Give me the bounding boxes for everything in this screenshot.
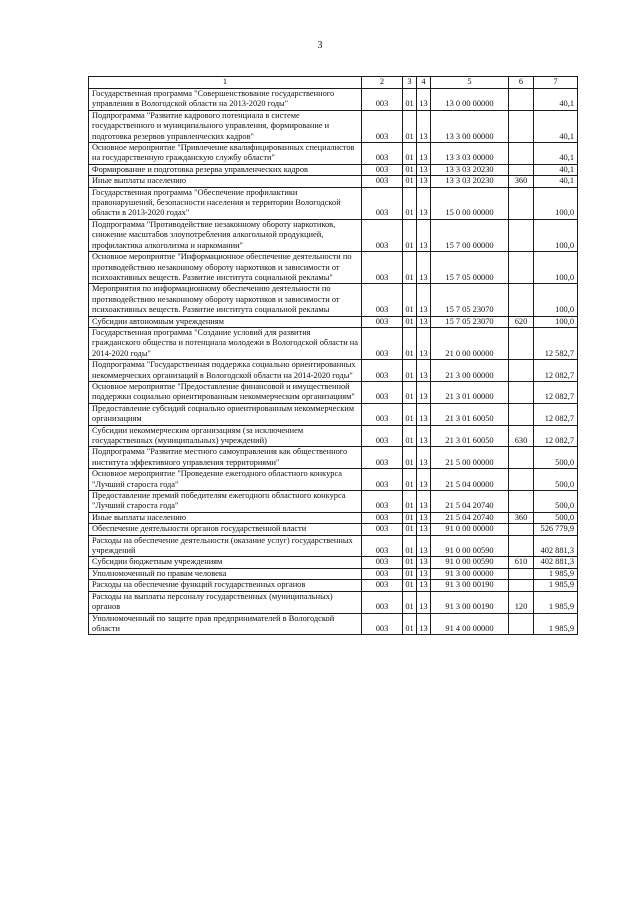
- table-row: [89, 219, 578, 251]
- row-expense-type-cell: [509, 613, 534, 635]
- table-row: [89, 381, 578, 403]
- table-row: [89, 89, 578, 111]
- row-amount-cell: 500,0: [534, 447, 578, 469]
- row-target-article-cell: 21 0 00 00000: [431, 327, 509, 359]
- row-section-cell: 01: [403, 491, 417, 513]
- table-row: [89, 535, 578, 557]
- row-section-cell: 01: [403, 187, 417, 219]
- row-section-cell: 01: [403, 176, 417, 187]
- row-subsection-cell: 13: [417, 613, 431, 635]
- table-row: [89, 591, 578, 613]
- table-row: [89, 580, 578, 591]
- row-grbs-cell: 003: [362, 613, 403, 635]
- row-section-cell: 01: [403, 143, 417, 165]
- row-expense-type-cell: 630: [509, 425, 534, 447]
- table-row: [89, 512, 578, 523]
- row-expense-type-cell: [509, 327, 534, 359]
- table-row: [89, 284, 578, 316]
- row-target-article-cell: 13 0 00 00000: [431, 89, 509, 111]
- row-subsection-cell: 13: [417, 524, 431, 535]
- row-name-cell: Мероприятия по информационному обеспечению деятельности по противодействию незаконному обороту наркотиков и зависимости от психоактивных веществ. Развитие института социальной рекламы: [89, 284, 362, 316]
- table-row: [89, 568, 578, 579]
- row-section-cell: 01: [403, 469, 417, 491]
- row-expense-type-cell: [509, 491, 534, 513]
- row-target-article-cell: 91 3 00 00190: [431, 580, 509, 591]
- row-expense-type-cell: 620: [509, 316, 534, 327]
- header-cell: 1: [89, 77, 362, 89]
- row-name-cell: Подпрограмма "Государственная поддержка социально ориентированных некоммерческих организаций в Вологодской области на 2014-2020 годы": [89, 360, 362, 382]
- row-target-article-cell: 91 4 00 00000: [431, 613, 509, 635]
- row-grbs-cell: 003: [362, 89, 403, 111]
- table-header-row: [89, 77, 578, 89]
- table-row: [89, 360, 578, 382]
- row-target-article-cell: 21 3 01 00000: [431, 381, 509, 403]
- row-target-article-cell: 15 7 05 00000: [431, 252, 509, 284]
- row-subsection-cell: 13: [417, 316, 431, 327]
- row-amount-cell: 12 082,7: [534, 425, 578, 447]
- table-body: [89, 77, 578, 635]
- row-grbs-cell: 003: [362, 252, 403, 284]
- row-expense-type-cell: 610: [509, 557, 534, 568]
- row-grbs-cell: 003: [362, 447, 403, 469]
- row-subsection-cell: 13: [417, 284, 431, 316]
- row-section-cell: 01: [403, 327, 417, 359]
- row-subsection-cell: 13: [417, 469, 431, 491]
- row-grbs-cell: 003: [362, 327, 403, 359]
- header-cell: 7: [534, 77, 578, 89]
- row-grbs-cell: 003: [362, 176, 403, 187]
- table-row: [89, 176, 578, 187]
- row-expense-type-cell: [509, 381, 534, 403]
- table-row: [89, 252, 578, 284]
- table-row: [89, 316, 578, 327]
- row-grbs-cell: 003: [362, 580, 403, 591]
- table-row: [89, 524, 578, 535]
- row-section-cell: 01: [403, 381, 417, 403]
- row-section-cell: 01: [403, 580, 417, 591]
- row-subsection-cell: 13: [417, 512, 431, 523]
- row-grbs-cell: 003: [362, 284, 403, 316]
- table-row: [89, 187, 578, 219]
- table-row: [89, 491, 578, 513]
- row-grbs-cell: 003: [362, 187, 403, 219]
- row-section-cell: 01: [403, 403, 417, 425]
- row-target-article-cell: 91 3 00 00190: [431, 591, 509, 613]
- row-expense-type-cell: [509, 403, 534, 425]
- row-amount-cell: 500,0: [534, 491, 578, 513]
- row-amount-cell: 100,0: [534, 187, 578, 219]
- row-amount-cell: 1 985,9: [534, 580, 578, 591]
- row-subsection-cell: 13: [417, 425, 431, 447]
- row-grbs-cell: 003: [362, 164, 403, 175]
- row-name-cell: Основное мероприятие "Проведение ежегодного областного конкурса "Лучший староста года": [89, 469, 362, 491]
- header-cell: 3: [403, 77, 417, 89]
- row-amount-cell: 1 985,9: [534, 591, 578, 613]
- row-expense-type-cell: [509, 284, 534, 316]
- header-cell: 5: [431, 77, 509, 89]
- row-section-cell: 01: [403, 557, 417, 568]
- row-expense-type-cell: [509, 524, 534, 535]
- row-section-cell: 01: [403, 252, 417, 284]
- row-section-cell: 01: [403, 591, 417, 613]
- row-name-cell: Субсидии некоммерческим организациям (за исключением государственных (муниципальных) учреждений): [89, 425, 362, 447]
- row-section-cell: 01: [403, 219, 417, 251]
- row-grbs-cell: 003: [362, 557, 403, 568]
- row-expense-type-cell: 360: [509, 512, 534, 523]
- row-subsection-cell: 13: [417, 447, 431, 469]
- row-name-cell: Иные выплаты населению: [89, 512, 362, 523]
- row-target-article-cell: 91 0 00 00590: [431, 535, 509, 557]
- row-subsection-cell: 13: [417, 403, 431, 425]
- row-target-article-cell: 13 3 03 00000: [431, 143, 509, 165]
- row-amount-cell: 12 082,7: [534, 360, 578, 382]
- row-amount-cell: 40,1: [534, 110, 578, 142]
- row-subsection-cell: 13: [417, 143, 431, 165]
- row-target-article-cell: 15 0 00 00000: [431, 187, 509, 219]
- row-target-article-cell: 13 3 00 00000: [431, 110, 509, 142]
- row-expense-type-cell: [509, 110, 534, 142]
- row-name-cell: Государственная программа "Совершенствование государственного управления в Вологодской области на 2013-2020 годы": [89, 89, 362, 111]
- row-expense-type-cell: [509, 447, 534, 469]
- row-grbs-cell: 003: [362, 360, 403, 382]
- row-grbs-cell: 003: [362, 469, 403, 491]
- row-subsection-cell: 13: [417, 89, 431, 111]
- row-name-cell: Подпрограмма "Противодействие незаконному обороту наркотиков, снижение масштабов злоупотребления алкогольной продукцией, профилактика алкоголизма и наркомании": [89, 219, 362, 251]
- row-subsection-cell: 13: [417, 110, 431, 142]
- row-subsection-cell: 13: [417, 568, 431, 579]
- row-amount-cell: 1 985,9: [534, 568, 578, 579]
- row-name-cell: Основное мероприятие "Предоставление финансовой и имущественной поддержки социально ориентированным некоммерческим организациям": [89, 381, 362, 403]
- table-row: [89, 447, 578, 469]
- row-amount-cell: 40,1: [534, 164, 578, 175]
- row-target-article-cell: 13 3 03 20230: [431, 176, 509, 187]
- row-target-article-cell: 91 0 00 00000: [431, 524, 509, 535]
- row-name-cell: Расходы на обеспечение функций государственных органов: [89, 580, 362, 591]
- table-row: [89, 425, 578, 447]
- row-subsection-cell: 13: [417, 360, 431, 382]
- row-grbs-cell: 003: [362, 512, 403, 523]
- row-grbs-cell: 003: [362, 535, 403, 557]
- table-row: [89, 327, 578, 359]
- row-amount-cell: 100,0: [534, 284, 578, 316]
- row-subsection-cell: 13: [417, 381, 431, 403]
- row-section-cell: 01: [403, 524, 417, 535]
- row-name-cell: Предоставление премий победителям ежегодного областного конкурса "Лучший староста года": [89, 491, 362, 513]
- row-grbs-cell: 003: [362, 491, 403, 513]
- row-section-cell: 01: [403, 360, 417, 382]
- row-name-cell: Формирование и подготовка резерва управленческих кадров: [89, 164, 362, 175]
- row-grbs-cell: 003: [362, 381, 403, 403]
- row-grbs-cell: 003: [362, 425, 403, 447]
- row-name-cell: Субсидии автономным учреждениям: [89, 316, 362, 327]
- row-amount-cell: 500,0: [534, 512, 578, 523]
- row-amount-cell: 40,1: [534, 176, 578, 187]
- row-expense-type-cell: 360: [509, 176, 534, 187]
- row-name-cell: Уполномоченный по правам человека: [89, 568, 362, 579]
- row-section-cell: 01: [403, 110, 417, 142]
- row-expense-type-cell: [509, 360, 534, 382]
- row-section-cell: 01: [403, 284, 417, 316]
- row-expense-type-cell: 120: [509, 591, 534, 613]
- row-target-article-cell: 21 3 00 00000: [431, 360, 509, 382]
- row-expense-type-cell: [509, 143, 534, 165]
- row-name-cell: Расходы на выплаты персоналу государственных (муниципальных) органов: [89, 591, 362, 613]
- row-name-cell: Иные выплаты населению: [89, 176, 362, 187]
- row-subsection-cell: 13: [417, 591, 431, 613]
- row-name-cell: Государственная программа "Создание условий для развития гражданского общества и потенциала молодежи в Вологодской области на 2014-2020 годы": [89, 327, 362, 359]
- row-target-article-cell: 21 3 01 60050: [431, 425, 509, 447]
- row-amount-cell: 526 779,9: [534, 524, 578, 535]
- row-grbs-cell: 003: [362, 568, 403, 579]
- row-expense-type-cell: [509, 568, 534, 579]
- row-expense-type-cell: [509, 252, 534, 284]
- row-subsection-cell: 13: [417, 580, 431, 591]
- row-amount-cell: 12 582,7: [534, 327, 578, 359]
- row-grbs-cell: 003: [362, 403, 403, 425]
- row-expense-type-cell: [509, 89, 534, 111]
- row-expense-type-cell: [509, 469, 534, 491]
- row-grbs-cell: 003: [362, 591, 403, 613]
- row-target-article-cell: 15 7 00 00000: [431, 219, 509, 251]
- table-row: [89, 110, 578, 142]
- row-amount-cell: 12 082,7: [534, 403, 578, 425]
- table-row: [89, 557, 578, 568]
- row-name-cell: Основное мероприятие "Информационное обеспечение деятельности по противодействию незаконному обороту наркотиков и зависимости от психоактивных веществ. Развитие института социальной рекламы": [89, 252, 362, 284]
- row-target-article-cell: 21 5 04 20740: [431, 491, 509, 513]
- table-row: [89, 403, 578, 425]
- row-grbs-cell: 003: [362, 219, 403, 251]
- row-subsection-cell: 13: [417, 176, 431, 187]
- row-target-article-cell: 21 5 04 20740: [431, 512, 509, 523]
- row-section-cell: 01: [403, 447, 417, 469]
- row-target-article-cell: 91 3 00 00000: [431, 568, 509, 579]
- row-name-cell: Уполномоченный по защите прав предпринимателей в Вологодской области: [89, 613, 362, 635]
- row-subsection-cell: 13: [417, 219, 431, 251]
- row-section-cell: 01: [403, 316, 417, 327]
- budget-table: [88, 76, 578, 635]
- row-amount-cell: 100,0: [534, 316, 578, 327]
- row-amount-cell: 402 881,3: [534, 557, 578, 568]
- row-subsection-cell: 13: [417, 327, 431, 359]
- row-section-cell: 01: [403, 568, 417, 579]
- row-target-article-cell: 13 3 03 20230: [431, 164, 509, 175]
- row-amount-cell: 100,0: [534, 252, 578, 284]
- row-target-article-cell: 91 0 00 00590: [431, 557, 509, 568]
- row-name-cell: Подпрограмма "Развитие кадрового потенциала в системе государственного и муниципального управления, формирование и подготовка резервов управленческих кадров": [89, 110, 362, 142]
- row-subsection-cell: 13: [417, 164, 431, 175]
- row-expense-type-cell: [509, 164, 534, 175]
- row-section-cell: 01: [403, 512, 417, 523]
- row-amount-cell: 12 082,7: [534, 381, 578, 403]
- row-grbs-cell: 003: [362, 110, 403, 142]
- header-cell: 2: [362, 77, 403, 89]
- row-amount-cell: 40,1: [534, 89, 578, 111]
- row-grbs-cell: 003: [362, 524, 403, 535]
- row-target-article-cell: 21 3 01 60050: [431, 403, 509, 425]
- row-amount-cell: 402 881,3: [534, 535, 578, 557]
- row-section-cell: 01: [403, 613, 417, 635]
- page-number: 3: [317, 40, 323, 51]
- row-subsection-cell: 13: [417, 187, 431, 219]
- table-row: [89, 143, 578, 165]
- row-section-cell: 01: [403, 89, 417, 111]
- table-row: [89, 164, 578, 175]
- row-name-cell: Предоставление субсидий социально ориентированным некоммерческим организациям: [89, 403, 362, 425]
- row-target-article-cell: 21 5 04 00000: [431, 469, 509, 491]
- row-section-cell: 01: [403, 164, 417, 175]
- row-name-cell: Обеспечение деятельности органов государственной власти: [89, 524, 362, 535]
- row-grbs-cell: 003: [362, 143, 403, 165]
- row-expense-type-cell: [509, 187, 534, 219]
- row-expense-type-cell: [509, 535, 534, 557]
- header-cell: 4: [417, 77, 431, 89]
- row-name-cell: Подпрограмма "Развитие местного самоуправления как общественного института эффективного управления территориями": [89, 447, 362, 469]
- row-expense-type-cell: [509, 219, 534, 251]
- row-grbs-cell: 003: [362, 316, 403, 327]
- row-section-cell: 01: [403, 425, 417, 447]
- row-amount-cell: 40,1: [534, 143, 578, 165]
- row-expense-type-cell: [509, 580, 534, 591]
- row-name-cell: Субсидии бюджетным учреждениям: [89, 557, 362, 568]
- header-cell: 6: [509, 77, 534, 89]
- row-target-article-cell: 15 7 05 23070: [431, 284, 509, 316]
- row-subsection-cell: 13: [417, 252, 431, 284]
- row-subsection-cell: 13: [417, 557, 431, 568]
- row-amount-cell: 100,0: [534, 219, 578, 251]
- row-name-cell: Государственная программа "Обеспечение профилактики правонарушений, безопасности населения и территории Вологодской области в 2013-2020 годах": [89, 187, 362, 219]
- table-row: [89, 613, 578, 635]
- table-row: [89, 469, 578, 491]
- row-target-article-cell: 15 7 05 23070: [431, 316, 509, 327]
- row-name-cell: Расходы на обеспечение деятельности (оказание услуг) государственных учреждений: [89, 535, 362, 557]
- row-section-cell: 01: [403, 535, 417, 557]
- row-subsection-cell: 13: [417, 491, 431, 513]
- row-amount-cell: 1 985,9: [534, 613, 578, 635]
- row-target-article-cell: 21 5 00 00000: [431, 447, 509, 469]
- row-amount-cell: 500,0: [534, 469, 578, 491]
- row-name-cell: Основное мероприятие "Привлечение квалифицированных специалистов на государственную гражданскую службу области": [89, 143, 362, 165]
- row-subsection-cell: 13: [417, 535, 431, 557]
